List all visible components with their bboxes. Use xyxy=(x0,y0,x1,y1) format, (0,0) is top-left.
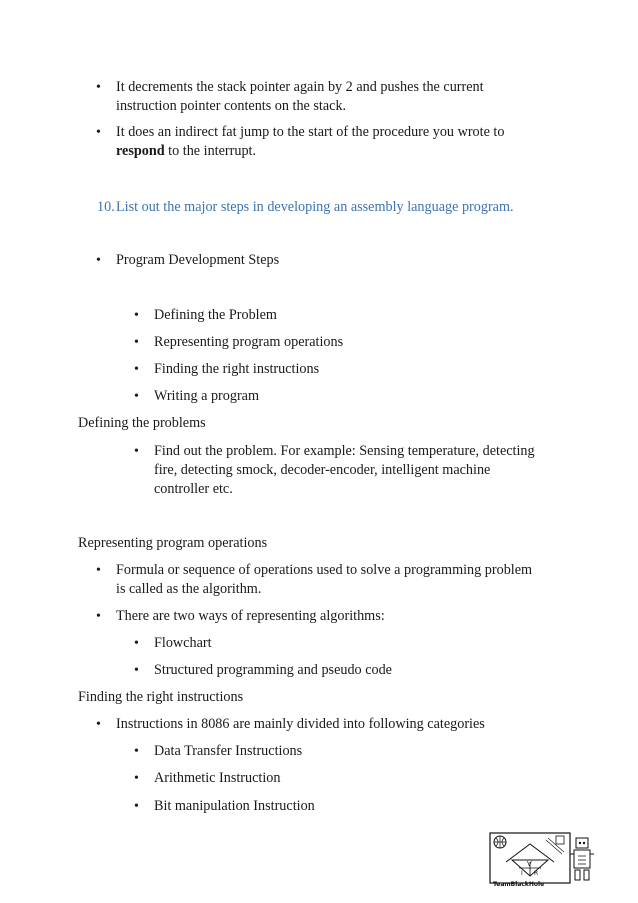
section-text: fire, detecting smock, decoder-encoder, intelligent machine xyxy=(154,462,491,478)
question-number: 10. xyxy=(97,199,115,215)
logo-team-name: TeamBlackHole xyxy=(493,881,545,888)
section-title: Representing program operations xyxy=(78,535,268,551)
bullet-marker: • xyxy=(134,444,139,459)
bullet-marker: • xyxy=(134,335,139,350)
chip-icon xyxy=(556,836,564,844)
bullet-marker: • xyxy=(134,799,139,814)
bullet-marker: • xyxy=(96,80,101,95)
bullet-marker: • xyxy=(96,609,101,624)
logo-letter-i: I xyxy=(521,870,523,877)
logo-letter-r: R xyxy=(534,870,539,877)
section-title: Finding the right instructions xyxy=(78,689,244,705)
bullet-marker: • xyxy=(134,362,139,377)
section-text: Formula or sequence of operations used to solve a programming problem xyxy=(116,562,533,578)
team-logo xyxy=(486,832,602,888)
bullet-marker: • xyxy=(96,253,101,268)
bullet-marker: • xyxy=(96,125,101,140)
sub-item: Bit manipulation Instruction xyxy=(154,798,315,814)
bullet-text: It does an indirect fat jump to the start of the procedure you wrote to xyxy=(116,124,505,140)
step-item: Representing program operations xyxy=(154,334,344,350)
bullet-marker: • xyxy=(96,717,101,732)
bullet-marker: • xyxy=(134,308,139,323)
section-title: Defining the problems xyxy=(78,415,206,431)
bold-word: respond xyxy=(116,143,165,159)
step-item: Defining the Problem xyxy=(154,307,277,323)
section-text: There are two ways of representing algorithms: xyxy=(116,608,385,624)
section-text: controller etc. xyxy=(154,481,233,497)
robot-icon xyxy=(570,838,594,880)
bullet-marker: • xyxy=(134,771,139,786)
sub-item: Data Transfer Instructions xyxy=(154,743,303,759)
bullet-marker: • xyxy=(134,663,139,678)
section-text: Instructions in 8086 are mainly divided into following categories xyxy=(116,716,485,732)
bullet-marker: • xyxy=(134,636,139,651)
bullet-marker: • xyxy=(134,744,139,759)
step-item: Writing a program xyxy=(154,388,260,404)
sub-item: Arithmetic Instruction xyxy=(154,770,281,786)
bullet-text-rest: to the interrupt. xyxy=(164,143,257,159)
section-text: is called as the algorithm. xyxy=(116,581,262,597)
step-item: Finding the right instructions xyxy=(154,361,320,377)
bullet-marker: • xyxy=(134,389,139,404)
sub-item: Structured programming and pseudo code xyxy=(154,662,392,678)
bullet-text xyxy=(116,141,256,162)
question-heading: List out the major steps in developing an assembly language program. xyxy=(116,199,514,215)
bullet-text: It decrements the stack pointer again by 2 and pushes the current xyxy=(116,79,484,95)
section-text: Find out the problem. For example: Sensing temperature, detecting xyxy=(154,443,535,459)
logo-letter-v: V xyxy=(527,860,532,868)
steps-heading: Program Development Steps xyxy=(116,252,280,268)
bullet-text: instruction pointer contents on the stack. xyxy=(116,98,347,114)
bullet-marker: • xyxy=(96,563,101,578)
sub-item: Flowchart xyxy=(154,635,212,651)
